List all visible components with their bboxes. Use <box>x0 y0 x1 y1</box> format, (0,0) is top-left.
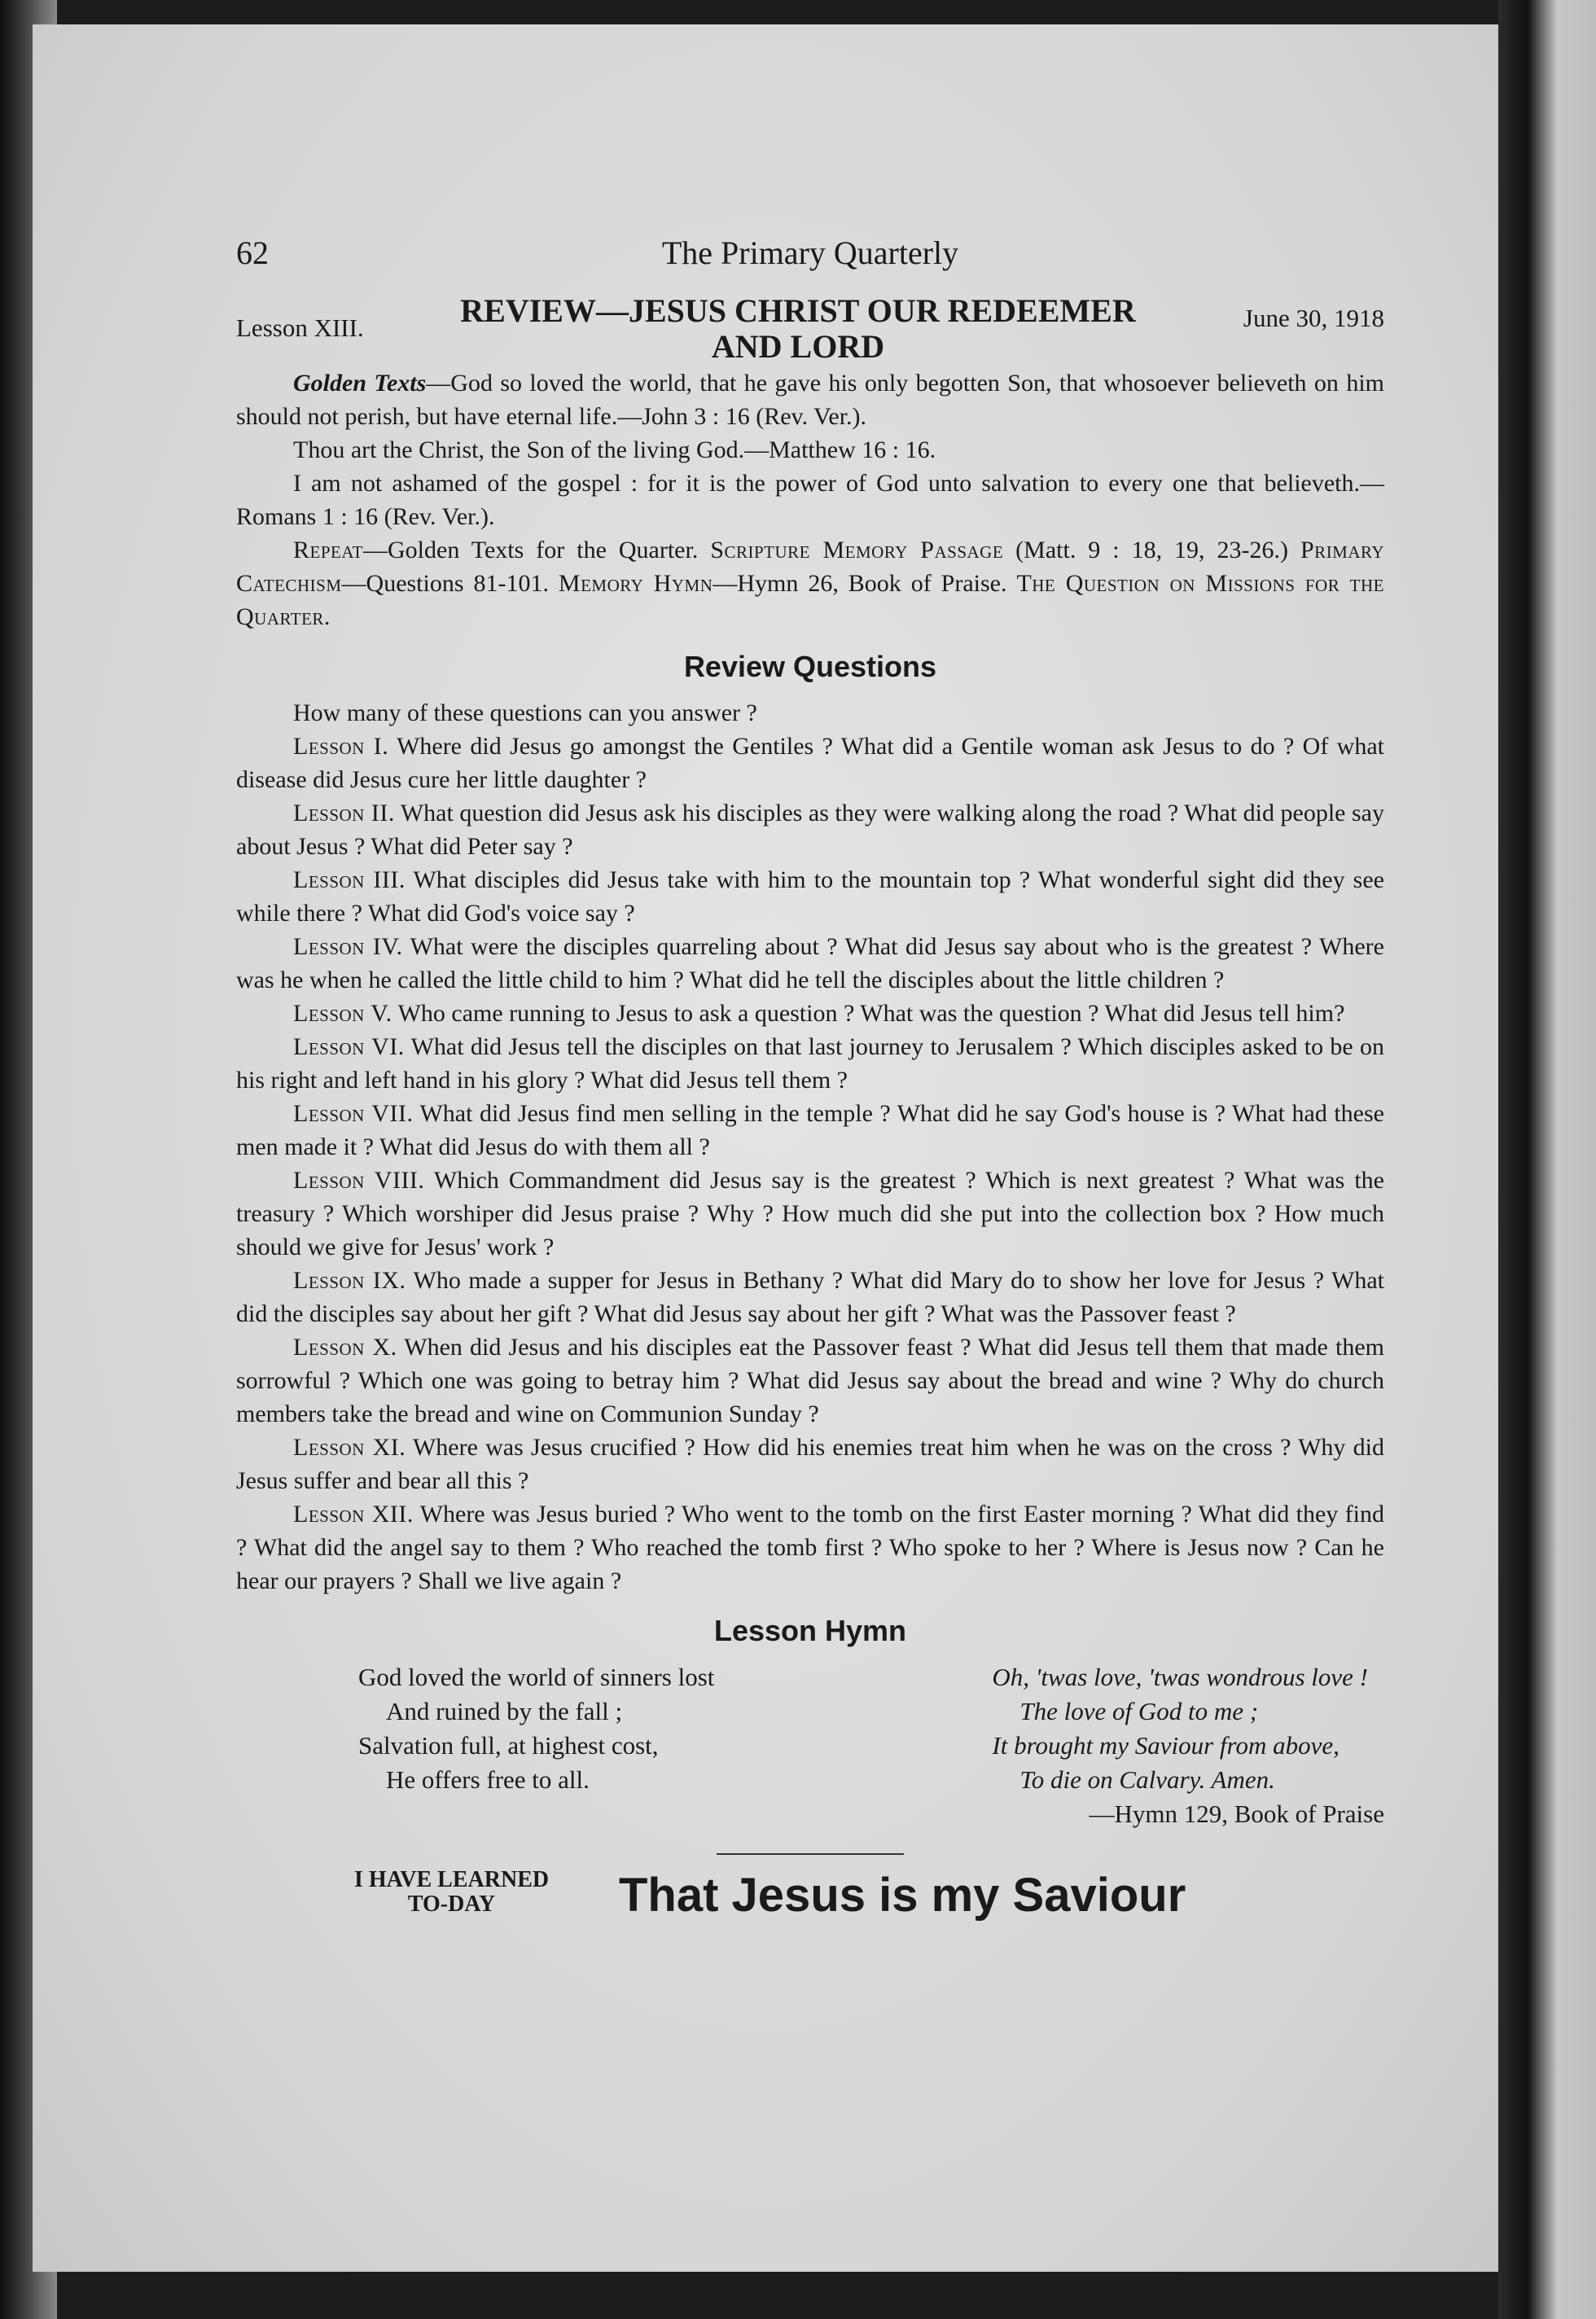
review-lesson-questions: Where was Jesus crucified ? How did his enemies treat him when he was on the cross ? Why did Jesus suffer and bear all this ? <box>236 1434 1384 1494</box>
learned-label-line: I HAVE LEARNED <box>354 1867 550 1892</box>
running-title: The Primary Quarterly <box>661 235 959 271</box>
golden-text-body: —God so loved the world, that he gave his only begotten Son, that whosoever believeth on him should not perish, but have eternal life.—John 3 : 16 (Rev. Ver.). <box>236 370 1384 430</box>
review-lesson-label: Lesson XII. <box>293 1501 414 1528</box>
repeat-label: Repeat <box>293 537 364 563</box>
review-question-item <box>236 1264 1384 1330</box>
hymn-heading: Lesson Hymn <box>713 1614 907 1647</box>
repeat-paragraph <box>236 533 1384 633</box>
running-head <box>236 236 1384 285</box>
memory-passage-text: (Matt. 9 : 18, 19, 23-26.) <box>1015 537 1289 563</box>
hymn-line: Oh, 'twas love, 'twas wondrous love ! <box>992 1663 1368 1691</box>
review-lesson-questions: What were the disciples quarreling about ? What did Jesus say about who is the greatest ? Where was he when he called the little child to him ? What did he tell the disciples about the little children ? <box>236 933 1384 993</box>
golden-texts-label: Golden Texts <box>293 370 427 397</box>
golden-text-3: I am not ashamed of the gospel : for it is the power of God unto salvation to every one that believeth.—Romans 1 : 16 (Rev. Ver.). <box>236 470 1384 530</box>
review-lesson-questions: Who made a supper for Jesus in Bethany ? What did Mary do to show her love for Jesus ? What did the disciples say about her gift ? What did Jesus say about her gift ? What was the Passover feast ? <box>236 1267 1384 1327</box>
review-question-item <box>236 1030 1384 1097</box>
lesson-number: Lesson XIII. <box>236 313 364 342</box>
missions-label: The Question on Missions for the Quarter. <box>236 570 1384 630</box>
review-question-item <box>236 997 1384 1030</box>
review-question-item <box>236 1164 1384 1264</box>
hymn-line: God loved the world of sinners lost <box>358 1663 715 1691</box>
memory-passage-label: Scripture Memory Passage <box>710 537 1004 563</box>
review-lesson-questions: What question did Jesus ask his disciples as they were walking along the road ? What did people say about Jesus ? What did Peter say ? <box>236 800 1384 860</box>
hymn-line: And ruined by the fall ; <box>386 1697 623 1725</box>
review-lesson-label: Lesson IV. <box>293 933 403 960</box>
review-lesson-label: Lesson VI. <box>293 1033 405 1060</box>
review-lesson-label: Lesson VIII. <box>293 1167 425 1194</box>
review-question-item <box>236 930 1384 997</box>
hymn-line: To die on Calvary. Amen. <box>1019 1765 1275 1794</box>
review-question-item <box>236 1097 1384 1164</box>
lesson-heading <box>236 293 1384 366</box>
hymn-line: It brought my Saviour from above, <box>992 1731 1340 1760</box>
page-number: 62 <box>236 235 269 271</box>
catechism-text: —Questions 81-101. <box>341 570 549 597</box>
hymn-verse <box>358 1660 714 1797</box>
golden-text-1 <box>236 366 1384 433</box>
hymn-line: He offers free to all. <box>386 1765 590 1794</box>
review-question-item <box>236 1431 1384 1497</box>
golden-text-2: Thou art the Christ, the Son of the living God.—Matthew 16 : 16. <box>293 436 936 463</box>
lesson-title: REVIEW—JESUS CHRIST OUR REDEEMER AND LORD <box>460 292 1136 365</box>
memory-hymn-text: —Hymn 26, Book of Praise. <box>712 570 1007 597</box>
review-lesson-label: Lesson I. <box>293 733 389 760</box>
review-lesson-questions: Which Commandment did Jesus say is the greatest ? Which is next greatest ? What was the treasury ? Which worshiper did Jesus praise ? Why ? How much did she put into the collection box ? How much should we give for Jesus' work ? <box>236 1167 1385 1260</box>
review-lesson-questions: Where was Jesus buried ? Who went to the tomb on the first Easter morning ? What did they find ? What did the angel say to them ? Who reached the tomb first ? Who spoke to her ? Where is Jesus now ? Can he hear our prayers ? Shall we live again ? <box>236 1501 1384 1594</box>
facing-page-edge <box>1498 0 1596 2319</box>
review-question-item <box>236 1330 1384 1431</box>
review-lesson-label: Lesson III. <box>293 866 406 893</box>
review-question-item <box>236 1497 1384 1598</box>
review-heading: Review Questions <box>683 650 937 683</box>
hymn-chorus <box>992 1660 1368 1797</box>
learned-label <box>354 1868 549 1917</box>
memory-hymn-label: Memory Hymn <box>558 570 713 597</box>
review-lesson-questions: What did Jesus find men selling in the temple ? What did he say God's house is ? What had these men made it ? What did Jesus do with them all ? <box>236 1100 1384 1160</box>
learned-statement: That Jesus is my Saviour <box>619 1869 1186 1922</box>
hymn-source: —Hymn 129, Book of Praise <box>1089 1800 1384 1828</box>
review-lesson-questions: When did Jesus and his disciples eat the Passover feast ? What did Jesus tell them that made them sorrowful ? Which one was going to betray him ? What did Jesus say about the bread and wine ? Why do church members take the bread and wine on Communion Sunday ? <box>236 1334 1384 1427</box>
review-question-item <box>236 796 1384 863</box>
review-lesson-questions: What disciples did Jesus take with him to the mountain top ? What wonderful sight did they see while there ? What did God's voice say ? <box>236 866 1384 927</box>
divider <box>717 1853 904 1855</box>
review-question-item <box>236 863 1384 930</box>
review-lesson-label: Lesson XI. <box>293 1434 406 1461</box>
hymn-line: The love of God to me ; <box>1019 1697 1259 1725</box>
review-lesson-questions: Who came running to Jesus to ask a question ? What was the question ? What did Jesus tell him? <box>397 1000 1345 1027</box>
learned-label-line: TO-DAY <box>407 1892 496 1917</box>
review-lesson-label: Lesson V. <box>293 1000 392 1027</box>
lesson-hymn <box>236 1660 1384 1797</box>
review-lesson-questions: Where did Jesus go amongst the Gentiles ? What did a Gentile woman ask Jesus to do ? Of what disease did Jesus cure her little daughter ? <box>236 733 1384 793</box>
review-question-item <box>236 730 1384 796</box>
page-content <box>236 236 1384 1953</box>
repeat-text: —Golden Texts for the Quarter. <box>363 537 699 563</box>
review-lesson-questions: What did Jesus tell the disciples on that last journey to Jerusalem ? Which disciples asked to be on his right and left hand in his glory ? What did Jesus tell them ? <box>236 1033 1384 1094</box>
learned-today <box>236 1863 1384 1953</box>
review-questions-list <box>236 730 1384 1598</box>
hymn-line: Salvation full, at highest cost, <box>358 1731 659 1760</box>
review-lesson-label: Lesson IX. <box>293 1267 406 1294</box>
review-lesson-label: Lesson VII. <box>293 1100 414 1127</box>
lesson-date: June 30, 1918 <box>1243 304 1384 332</box>
review-intro: How many of these questions can you answer ? <box>293 699 757 726</box>
review-lesson-label: Lesson II. <box>293 800 395 826</box>
catechism-label: Primary Catechism <box>236 537 1385 597</box>
review-lesson-label: Lesson X. <box>293 1334 397 1361</box>
